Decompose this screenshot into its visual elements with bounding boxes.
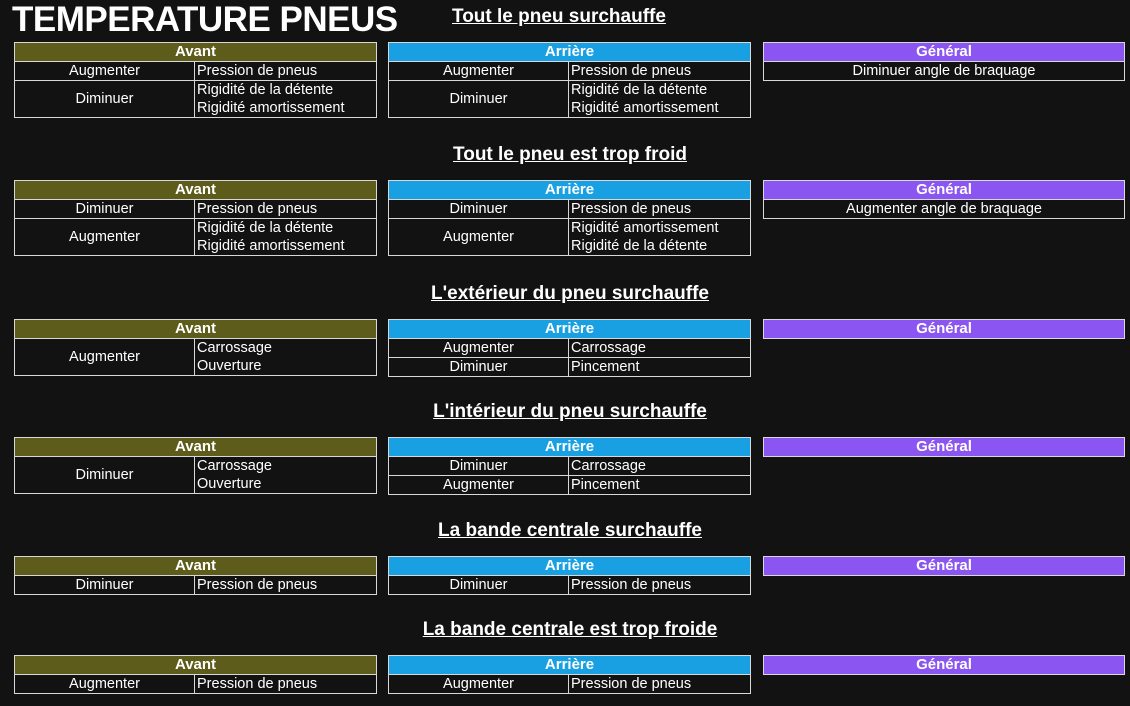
avant-header: Avant	[15, 43, 377, 62]
parameter-cell	[569, 476, 751, 495]
action-cell: Augmenter	[15, 219, 195, 256]
table-row	[389, 576, 751, 595]
arriere-header: Arrière	[389, 438, 751, 457]
general-header: Général	[764, 320, 1125, 339]
parameter-item: Pression de pneus	[571, 63, 692, 79]
table-row	[389, 200, 751, 219]
parameter-item: Rigidité de la détente	[571, 238, 708, 254]
action-cell: Augmenter	[389, 62, 569, 81]
section-title: L'extérieur du pneu surchauffe	[431, 283, 709, 304]
action-cell: Diminuer	[389, 457, 569, 476]
table-row	[15, 339, 377, 376]
table-row	[15, 200, 377, 219]
parameter-cell	[195, 62, 377, 81]
parameter-cell	[569, 576, 751, 595]
table-row	[764, 200, 1125, 219]
table-row	[389, 675, 751, 694]
arriere-table	[388, 42, 751, 118]
action-cell: Augmenter	[15, 675, 195, 694]
arriere-header: Arrière	[389, 43, 751, 62]
action-cell: Diminuer	[15, 457, 195, 494]
general-cell: Augmenter angle de braquage	[764, 200, 1125, 219]
table-row	[389, 358, 751, 377]
parameter-item: Pression de pneus	[197, 63, 318, 79]
section-title: Tout le pneu surchauffe	[452, 6, 666, 27]
parameter-cell	[569, 675, 751, 694]
parameter-cell	[569, 62, 751, 81]
table-row	[389, 457, 751, 476]
action-cell: Augmenter	[389, 675, 569, 694]
general-cell: Diminuer angle de braquage	[764, 62, 1125, 81]
table-row	[15, 576, 377, 595]
avant-table	[14, 437, 377, 494]
avant-table	[14, 556, 377, 595]
arriere-table	[388, 319, 751, 377]
parameter-item: Ouverture	[197, 358, 262, 374]
parameter-item: Pincement	[571, 477, 640, 493]
page-title: TEMPERATURE PNEUS	[12, 0, 398, 39]
parameter-item: Pression de pneus	[571, 577, 692, 593]
parameter-cell	[569, 339, 751, 358]
table-row	[15, 457, 377, 494]
parameter-item: Rigidité de la détente	[197, 220, 334, 236]
parameter-item: Pincement	[571, 359, 640, 375]
arriere-header: Arrière	[389, 320, 751, 339]
parameter-item: Carrossage	[571, 340, 646, 356]
general-table	[763, 655, 1125, 675]
section-title: La bande centrale surchauffe	[438, 520, 702, 541]
table-row	[15, 219, 377, 256]
arriere-table	[388, 556, 751, 595]
parameter-cell	[195, 200, 377, 219]
parameter-item: Pression de pneus	[571, 201, 692, 217]
avant-table	[14, 319, 377, 376]
avant-table	[14, 180, 377, 256]
parameter-cell	[195, 219, 377, 256]
table-row	[389, 339, 751, 358]
parameter-item: Pression de pneus	[197, 201, 318, 217]
general-table	[763, 180, 1125, 219]
arriere-table	[388, 655, 751, 694]
table-row	[764, 62, 1125, 81]
avant-header: Avant	[15, 557, 377, 576]
table-row	[389, 476, 751, 495]
parameter-item: Rigidité amortissement	[197, 100, 345, 116]
parameter-item: Pression de pneus	[197, 577, 318, 593]
action-cell: Diminuer	[15, 81, 195, 118]
parameter-cell	[195, 81, 377, 118]
table-row	[15, 675, 377, 694]
parameter-cell	[195, 339, 377, 376]
avant-table	[14, 42, 377, 118]
parameter-item: Rigidité amortissement	[571, 220, 719, 236]
parameter-item: Ouverture	[197, 476, 262, 492]
action-cell: Augmenter	[15, 62, 195, 81]
parameter-item: Carrossage	[197, 458, 272, 474]
action-cell: Diminuer	[389, 576, 569, 595]
table-row	[15, 62, 377, 81]
arriere-table	[388, 437, 751, 495]
parameter-cell	[569, 81, 751, 118]
action-cell: Augmenter	[389, 219, 569, 256]
arriere-header: Arrière	[389, 181, 751, 200]
parameter-item: Carrossage	[571, 458, 646, 474]
general-table	[763, 437, 1125, 457]
parameter-cell	[195, 576, 377, 595]
parameter-cell	[195, 457, 377, 494]
parameter-cell	[569, 457, 751, 476]
parameter-item: Rigidité de la détente	[571, 82, 708, 98]
avant-header: Avant	[15, 656, 377, 675]
parameter-item: Rigidité amortissement	[197, 238, 345, 254]
action-cell: Diminuer	[389, 81, 569, 118]
parameter-item: Pression de pneus	[571, 676, 692, 692]
general-header: Général	[764, 181, 1125, 200]
parameter-item: Carrossage	[197, 340, 272, 356]
general-header: Général	[764, 557, 1125, 576]
parameter-item: Rigidité amortissement	[571, 100, 719, 116]
section-title: La bande centrale est trop froide	[422, 619, 718, 640]
arriere-header: Arrière	[389, 656, 751, 675]
general-header: Général	[764, 438, 1125, 457]
table-row	[15, 81, 377, 118]
arriere-header: Arrière	[389, 557, 751, 576]
general-header: Général	[764, 656, 1125, 675]
avant-header: Avant	[15, 320, 377, 339]
parameter-item: Rigidité de la détente	[197, 82, 334, 98]
parameter-cell	[569, 358, 751, 377]
general-table	[763, 42, 1125, 81]
general-header: Général	[764, 43, 1125, 62]
section-title: Tout le pneu est trop froid	[453, 144, 687, 165]
avant-header: Avant	[15, 438, 377, 457]
table-row	[389, 219, 751, 256]
action-cell: Diminuer	[15, 200, 195, 219]
general-table	[763, 319, 1125, 339]
action-cell: Augmenter	[389, 476, 569, 495]
avant-header: Avant	[15, 181, 377, 200]
action-cell: Diminuer	[389, 200, 569, 219]
parameter-cell	[569, 200, 751, 219]
section-title: L'intérieur du pneu surchauffe	[433, 401, 707, 422]
general-table	[763, 556, 1125, 576]
avant-table	[14, 655, 377, 694]
parameter-cell	[195, 675, 377, 694]
action-cell: Augmenter	[389, 339, 569, 358]
table-row	[389, 62, 751, 81]
action-cell: Augmenter	[15, 339, 195, 376]
action-cell: Diminuer	[389, 358, 569, 377]
table-row	[389, 81, 751, 118]
action-cell: Diminuer	[15, 576, 195, 595]
arriere-table	[388, 180, 751, 256]
parameter-cell	[569, 219, 751, 256]
parameter-item: Pression de pneus	[197, 676, 318, 692]
